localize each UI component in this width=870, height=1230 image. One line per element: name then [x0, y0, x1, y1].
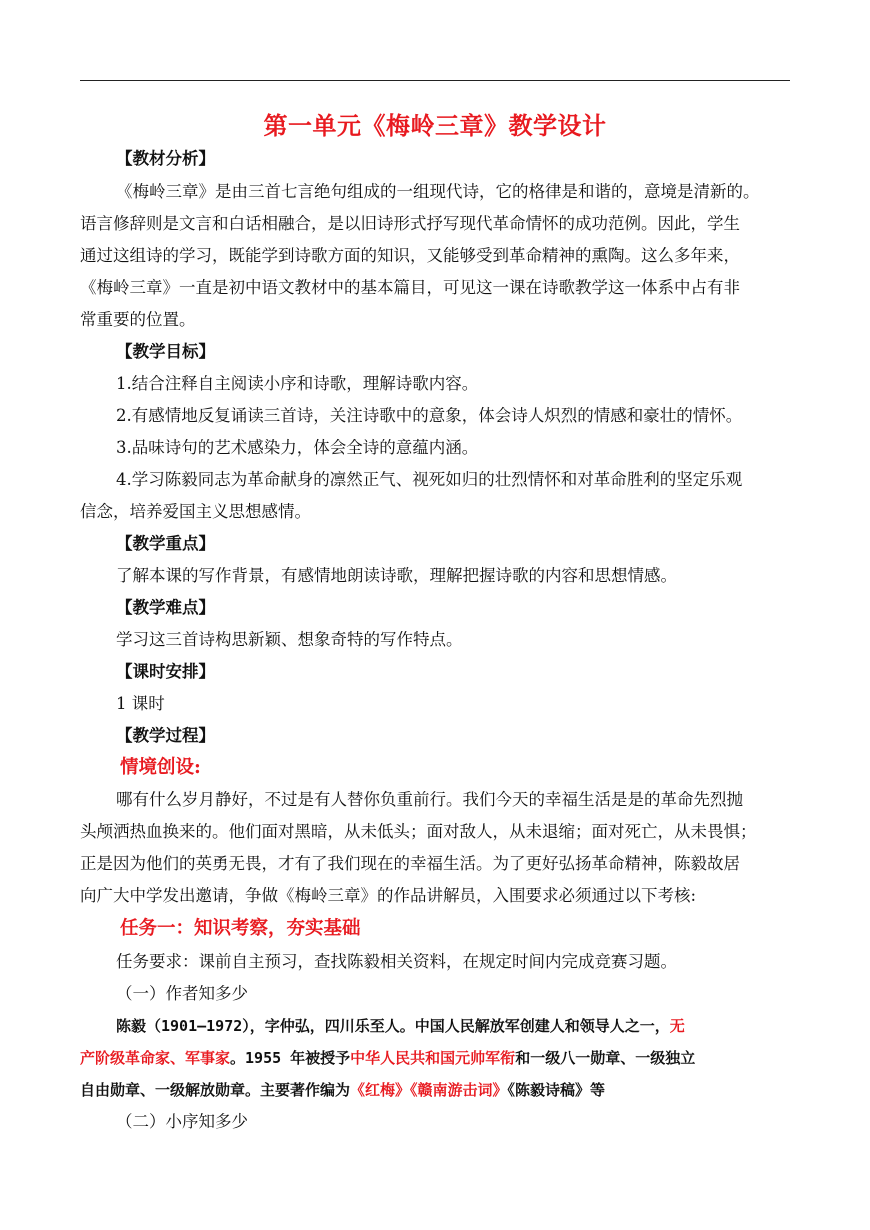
schedule-heading: 【课时安排】	[116, 662, 215, 681]
scenario-line: 哪有什么岁月静好，不过是有人替你负重前行。我们今天的幸福生活是是的革命先烈抛	[116, 790, 743, 809]
goals-heading: 【教学目标】	[116, 342, 215, 361]
goal-item: 1.结合注释自主阅读小序和诗歌，理解诗歌内容。	[116, 374, 479, 393]
author-text: 自由勋章、一级解放勋章。主要著作编为	[80, 1081, 351, 1099]
author-highlight: 《红梅》	[350, 1081, 411, 1099]
author-highlight: 《赣南游击词》	[410, 1081, 508, 1099]
difficulties-text: 学习这三首诗构思新颖、想象奇特的写作特点。	[116, 630, 463, 649]
scenario-line: 正是因为他们的英勇无畏，才有了我们现在的幸福生活。为了更好弘扬革命精神，陈毅故居	[80, 854, 740, 873]
process-heading: 【教学过程】	[116, 726, 215, 745]
analysis-line: 《梅岭三章》是由三首七言绝句组成的一组现代诗，它的格律是和谐的，意境是清新的。	[116, 182, 760, 201]
schedule-text: 1 课时	[116, 694, 165, 713]
analysis-line: 通过这组诗的学习，既能学到诗歌方面的知识，又能够受到革命精神的熏陶。这么多年来，	[80, 246, 740, 265]
part2-heading: （二）小序知多少	[116, 1112, 248, 1131]
difficulties-heading: 【教学难点】	[116, 598, 215, 617]
goal-item-continued: 信念，培养爱国主义思想感情。	[80, 502, 311, 521]
author-text: 和一级八一勋章、一级独立	[515, 1049, 696, 1067]
key-points-text: 了解本课的写作背景，有感情地朗读诗歌，理解把握诗歌的内容和思想情感。	[116, 566, 677, 585]
author-highlight: 产阶级革命家、军事家	[80, 1049, 231, 1067]
author-line-1	[116, 1015, 685, 1037]
goal-item: 3.品味诗句的艺术感染力，体会全诗的意蕴内涵。	[116, 438, 479, 457]
page-title: 第一单元《梅岭三章》教学设计	[263, 111, 607, 140]
author-highlight: 中华人民共和国元帅军衔	[350, 1049, 516, 1067]
author-text: 《陈毅诗稿》等	[507, 1081, 606, 1099]
scenario-heading: 情境创设:	[120, 757, 201, 778]
part1-heading: （一）作者知多少	[116, 984, 248, 1003]
scenario-line: 向广大中学发出邀请，争做《梅岭三章》的作品讲解员，入围要求必须通过以下考核:	[80, 886, 697, 905]
analysis-line: 语言修辞则是文言和白话相融合，是以旧诗形式抒写现代革命情怀的成功范例。因此，学生	[80, 214, 740, 233]
key-points-heading: 【教学重点】	[116, 534, 215, 553]
author-text: 陈毅（1901—1972），字仲弘，四川乐至人。中国人民解放军创建人和领导人之一，	[116, 1017, 670, 1035]
analysis-heading: 【教材分析】	[116, 149, 215, 168]
task1-heading: 任务一：知识考察，夯实基础	[120, 918, 361, 939]
author-text: 。1955 年被授予	[230, 1049, 351, 1067]
task1-requirement: 任务要求：课前自主预习，查找陈毅相关资料，在规定时间内完成竞赛习题。	[116, 952, 677, 971]
goal-item: 4.学习陈毅同志为革命献身的凛然正气、视死如归的壮烈情怀和对革命胜利的坚定乐观	[116, 470, 743, 489]
header-rule	[80, 80, 790, 81]
goal-item: 2.有感情地反复诵读三首诗，关注诗歌中的意象，体会诗人炽烈的情感和豪壮的情怀。	[116, 406, 743, 425]
analysis-line: 《梅岭三章》一直是初中语文教材中的基本篇目，可见这一课在诗歌教学这一体系中占有非	[80, 278, 740, 297]
author-line-3	[80, 1079, 605, 1101]
scenario-line: 头颅洒热血换来的。他们面对黑暗，从未低头；面对敌人，从未退缩；面对死亡，从未畏惧；	[80, 822, 757, 841]
analysis-line: 常重要的位置。	[80, 310, 196, 329]
author-highlight: 无	[669, 1017, 685, 1035]
author-line-2	[80, 1047, 695, 1069]
